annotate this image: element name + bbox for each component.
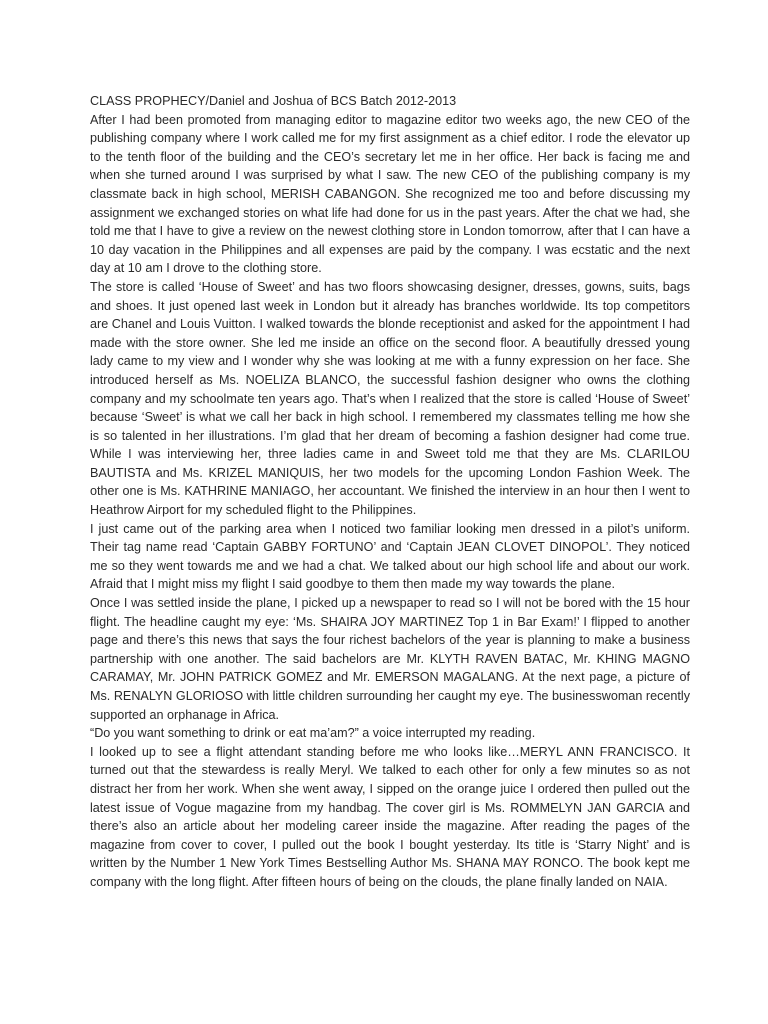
paragraph-newspaper: Once I was settled inside the plane, I picked up a newspaper to read so I will not be bored with the 15 hour flight. The headline caught my eye: ‘Ms. SHAIRA JOY MARTINEZ Top 1 in Bar Exam!’ I flipped to another page and there’s this news that says the four richest bachelors of the year is planning to make a business partnership with one another. The said bachelors are Mr. KLYTH RAVEN BATAC, Mr. KHING MAGNO CARAMAY, Mr. JOHN PATRICK GOMEZ and Mr. EMERSON MAGALANG. At the next page, a picture of Ms. RENALYN GLORIOSO with little children surrounding her caught my eye. The businesswoman recently supported an orphanage in Africa. [90, 596, 690, 722]
document-title: CLASS PROPHECY/Daniel and Joshua of BCS Batch 2012-2013 [90, 94, 457, 108]
document-body [90, 92, 690, 892]
paragraph-landing: I looked up to see a flight attendant standing before me who looks like…MERYL ANN FRANCISCO. It turned out that the stewardess is really Meryl. We talked to each other for only a few minutes so as not distract her from her work. When she went away, I sipped on the orange juice I ordered then pulled out the latest issue of Vogue magazine from my handbag. The cover girl is Ms. ROMMELYN JAN GARCIA and there’s also an article about her modeling career inside the magazine. After reading the pages of the magazine from cover to cover, I pulled out the book I bought yesterday. Its title is ‘Starry Night’ and is written by the Number 1 New York Times Bestselling Author Ms. SHANA MAY RONCO. The book kept me company with the long flight. After fifteen hours of being on the clouds, the plane finally landed on NAIA. [90, 744, 690, 889]
paragraph-pilots: I just came out of the parking area when I noticed two familiar looking men dressed in a pilot’s uniform. Their tag name read ‘Captain GABBY FORTUNO’ and ‘Captain JEAN CLOVET DINOPOL’. They noticed me so they went towards me and we had a chat. We talked about our high school life and about our work. Afraid that I might miss my flight I said goodbye to them then made my way towards the plane. [90, 521, 690, 592]
paragraph-flight-attendant-question: “Do you want something to drink or eat ma’am?” a voice interrupted my reading. [90, 726, 536, 741]
paragraph-house-of-sweet: The store is called ‘House of Sweet’ and has two floors showcasing designer, dresses, gowns, suits, bags and shoes. It just opened last week in London but it already has branches worldwide. Its top competitors are Chanel and Louis Vuitton. I walked towards the blonde receptionist and asked for the appointment I had made with the store owner. She led me inside an office on the second floor. A beautifully dressed young lady came to my view and I wonder why she was looking at me with a funny expression on her face. She introduced herself as Ms. NOELIZA BLANCO, the successful fashion designer who owns the clothing company and my schoolmate ten years ago. That’s when I realized that the store is called ‘House of Sweet’ because ‘Sweet’ is what we call her back in high school. I remembered my classmates telling me how she is so talented in her illustrations. I’m glad that her dream of becoming a fashion designer had come true. While I was interviewing her, three ladies came in and Sweet told me that they are Ms. CLARILOU BAUTISTA and Ms. KRIZEL MANIQUIS, her two models for the upcoming London Fashion Week. The other one is Ms. KATHRINE MANIAGO, her accountant. We finished the interview in an hour then I went to Heathrow Airport for my scheduled flight to the Philippines. [90, 279, 690, 518]
paragraph-promotion: After I had been promoted from managing editor to magazine editor two weeks ago, the new CEO of the publishing company where I work called me for my first assignment as a chief editor. I rode the elevator up to the tenth floor of the building and the CEO’s secretary let me in her office. Her back is facing me and when she turned around I was surprised by what I saw. The new CEO of the publishing company is my classmate back in high school, MERISH CABANGON. She recognized me too and before discussing my assignment we exchanged stories on what life had done for us in the past years. After the chat we had, she told me that I have to give a review on the newest clothing store in London tomorrow, after that I can have a 10 day vacation in the Philippines and all expenses are paid by the company. I was ecstatic and the next day at 10 am I drove to the clothing store. [90, 112, 690, 276]
